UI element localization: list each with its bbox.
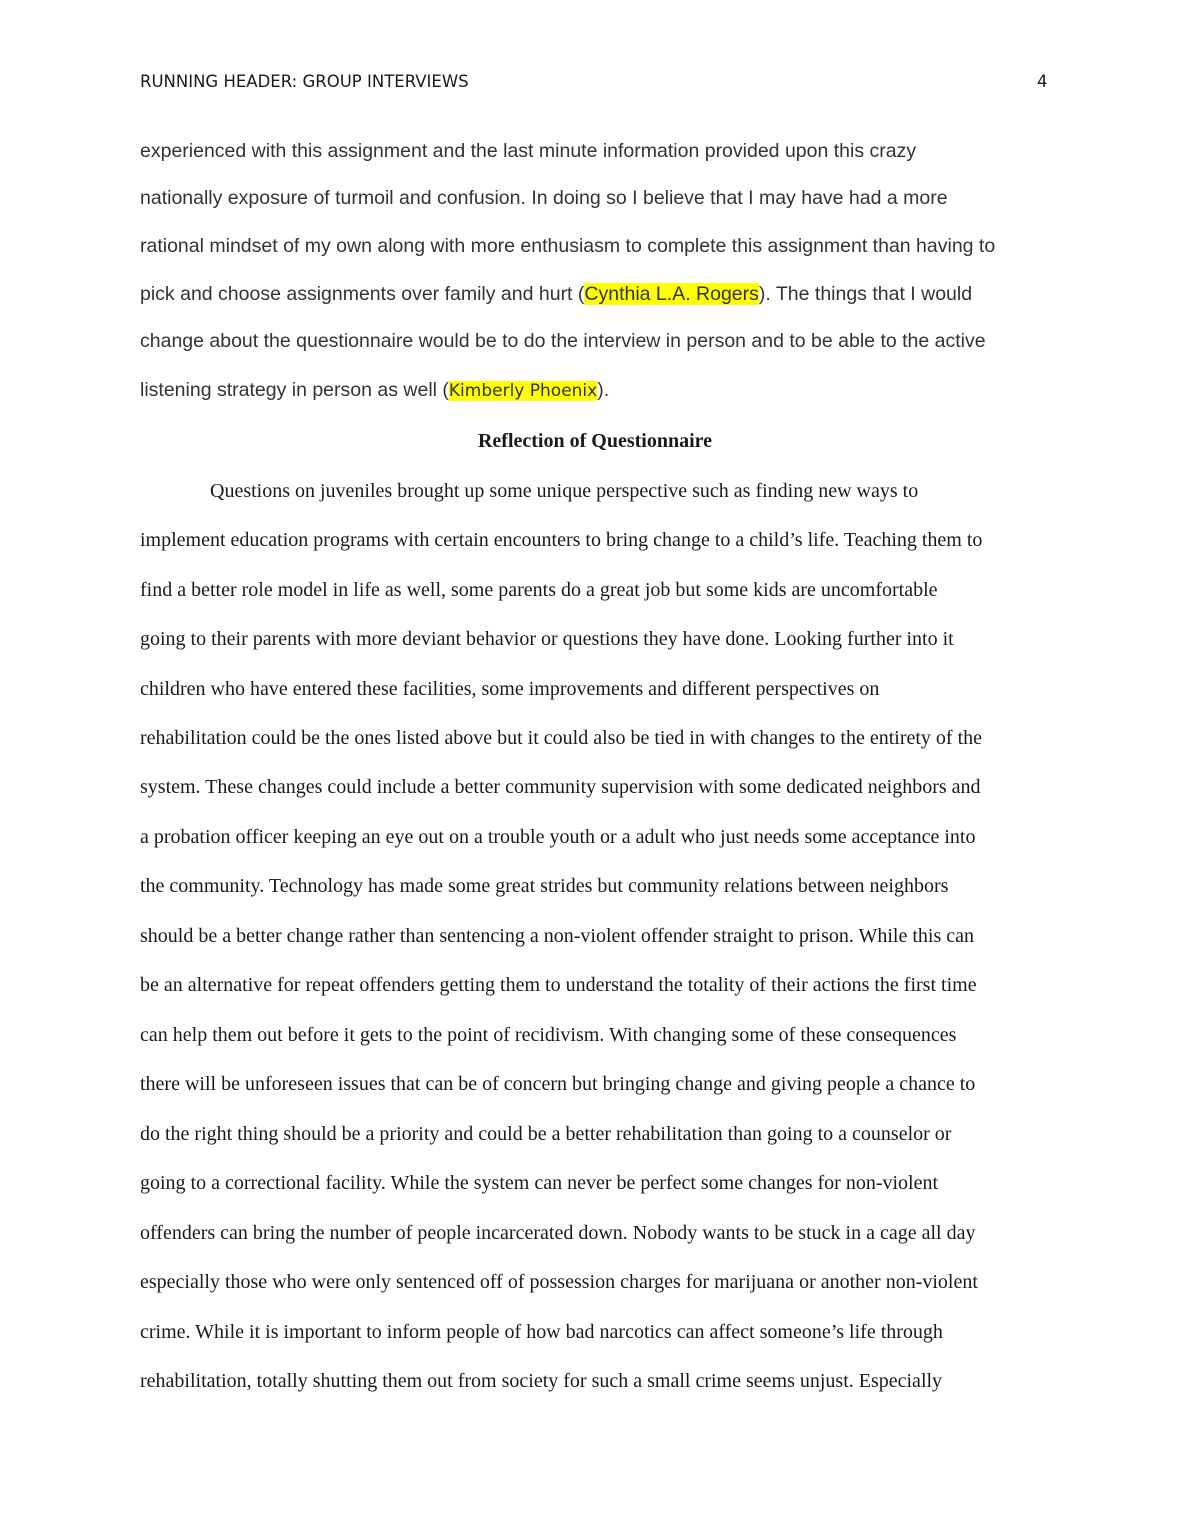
body-line: do the right thing should be a priority and could be a better rehabilitation than going to a counselor or [140, 1123, 952, 1145]
intro-line: change about the questionnaire would be to do the interview in person and to be able to the active [140, 330, 986, 352]
intro-text-after: ). The things that I would [758, 283, 973, 305]
body-line: there will be unforeseen issues that can be of concern but bringing change and giving people a chance to [140, 1073, 976, 1095]
intro-text-before: listening strategy in person as well ( [140, 379, 449, 401]
intro-line: nationally exposure of turmoil and confusion. In doing so I believe that I may have had a more [140, 187, 948, 209]
body-line: especially those who were only sentenced off of possession charges for marijuana or another non-violent [140, 1271, 978, 1293]
body-line: children who have entered these facilities, some improvements and different perspectives on [140, 678, 880, 700]
body-line: Questions on juveniles brought up some unique perspective such as finding new ways to [210, 480, 919, 502]
highlighted-citation-cynthia: Cynthia L.A. Rogers [584, 283, 759, 305]
body-line: be an alternative for repeat offenders getting them to understand the totality of their actions the first time [140, 974, 977, 996]
body-line: a probation officer keeping an eye out on a trouble youth or a adult who just needs some acceptance into [140, 826, 976, 848]
body-line: going to their parents with more deviant behavior or questions they have done. Looking further into it [140, 628, 954, 650]
intro-line-with-citation [140, 283, 972, 306]
page-number: 4 [1037, 72, 1048, 91]
highlighted-citation-kimberly: Kimberly Phoenix [448, 381, 598, 401]
intro-text-before: pick and choose assignments over family and hurt ( [140, 283, 585, 305]
body-line: should be a better change rather than sentencing a non-violent offender straight to prison. While this can [140, 925, 975, 947]
section-heading: Reflection of Questionnaire [477, 430, 713, 452]
intro-text-after: ). [597, 379, 610, 401]
body-line: going to a correctional facility. While the system can never be perfect some changes for non-violent [140, 1172, 939, 1194]
body-line: rehabilitation could be the ones listed above but it could also be tied in with changes to the entirety of the [140, 727, 983, 749]
body-line: system. These changes could include a better community supervision with some dedicated neighbors and [140, 776, 981, 798]
body-line: rehabilitation, totally shutting them out from society for such a small crime seems unjust. Especially [140, 1370, 943, 1392]
body-line: find a better role model in life as well, some parents do a great job but some kids are uncomfortable [140, 579, 938, 601]
body-line: the community. Technology has made some great strides but community relations between neighbors [140, 875, 949, 897]
intro-line: experienced with this assignment and the last minute information provided upon this crazy [140, 140, 917, 162]
intro-line-with-citation [140, 379, 609, 402]
body-line: offenders can bring the number of people incarcerated down. Nobody wants to be stuck in a cage all day [140, 1222, 976, 1244]
body-line: implement education programs with certain encounters to bring change to a child’s life. Teaching them to [140, 529, 983, 551]
intro-line: rational mindset of my own along with more enthusiasm to complete this assignment than having to [140, 235, 996, 257]
running-header: RUNNING HEADER: GROUP INTERVIEWS [140, 72, 469, 91]
body-line: crime. While it is important to inform people of how bad narcotics can affect someone’s life through [140, 1321, 943, 1343]
body-line: can help them out before it gets to the point of recidivism. With changing some of these consequences [140, 1024, 957, 1046]
